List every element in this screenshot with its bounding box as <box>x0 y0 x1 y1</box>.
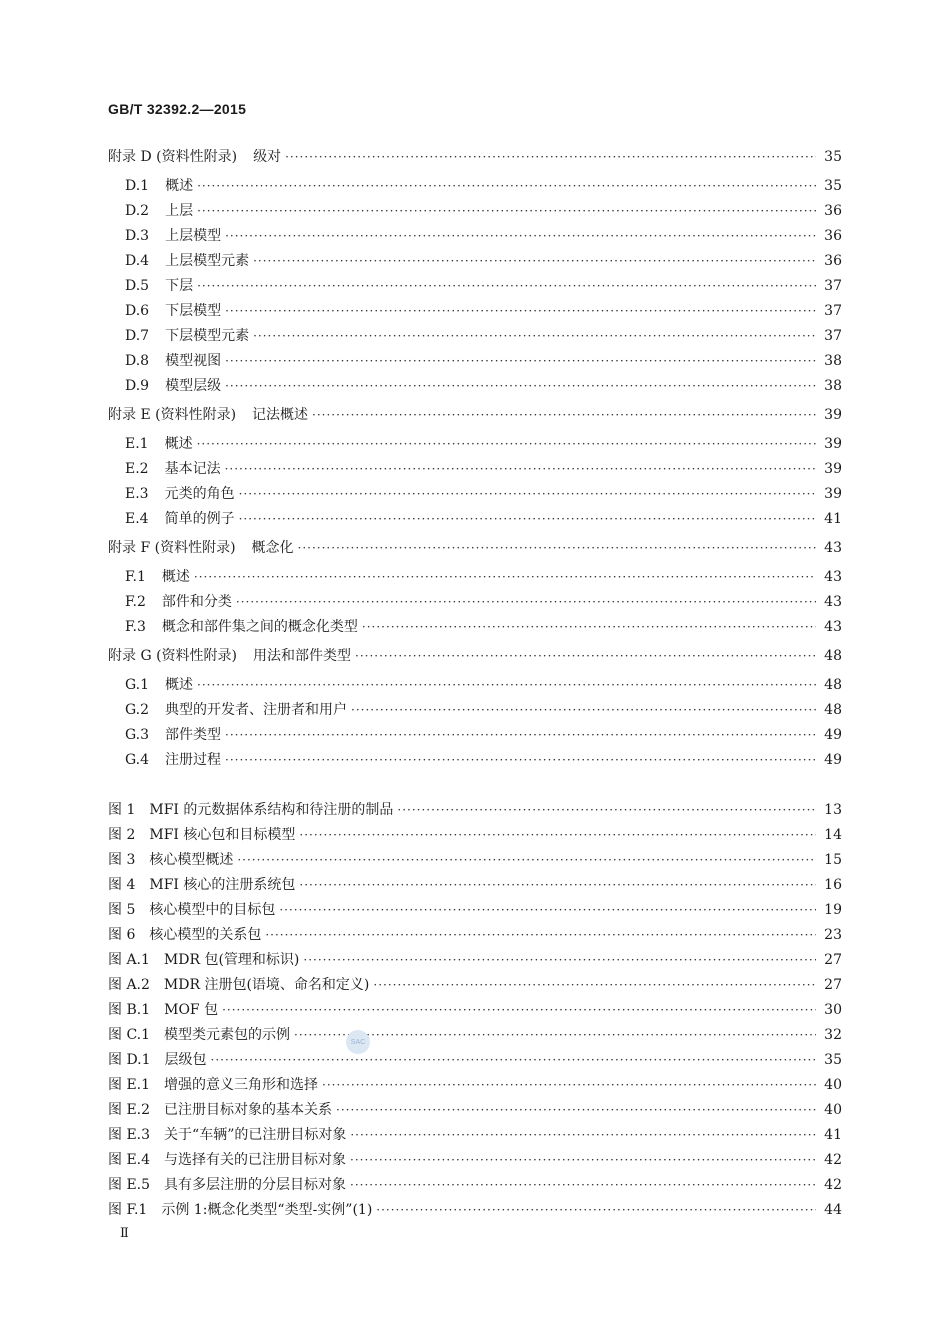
toc-entry-page: 37 <box>824 303 842 319</box>
figure-entry-number: 图 E.1 <box>108 1077 151 1093</box>
figure-entry[interactable] <box>108 799 842 819</box>
figure-entry-number: 图 A.2 <box>108 977 150 993</box>
leader-dots <box>299 878 816 892</box>
toc-entry-number: D.9 <box>125 378 150 394</box>
figure-entry-page: 19 <box>824 902 842 918</box>
toc-entry-page: 43 <box>824 540 842 556</box>
toc-entry-title: 基本记法 <box>164 461 221 477</box>
figure-entry-title: MFI 核心包和目标模型 <box>149 827 296 843</box>
leader-dots <box>236 595 816 609</box>
figure-entry-title: 具有多层注册的分层目标对象 <box>164 1177 347 1193</box>
toc-entry-title: 概述 <box>165 677 194 693</box>
toc-entry-number: E.2 <box>125 461 149 477</box>
figure-entry-title: MDR 包(管理和标识) <box>163 952 300 968</box>
toc-entry[interactable] <box>125 200 842 220</box>
toc-entry[interactable] <box>125 275 842 295</box>
toc-entry-title: 上层模型元素 <box>165 253 250 269</box>
toc-entry-title: 下层模型 <box>165 303 222 319</box>
figure-entry-page: 16 <box>824 877 842 893</box>
toc-entry-number: E.1 <box>125 436 149 452</box>
toc-entry-page: 37 <box>824 328 842 344</box>
figure-entry-number: 图 4 <box>108 877 136 893</box>
figure-entry[interactable] <box>108 1149 842 1169</box>
toc-entry-page: 43 <box>824 594 842 610</box>
toc-entry[interactable] <box>125 175 842 195</box>
leader-dots <box>355 649 816 663</box>
figure-entry-number: 图 3 <box>108 852 136 868</box>
figure-entry-title: 模型类元素包的示例 <box>164 1027 291 1043</box>
figure-entry[interactable] <box>108 949 842 969</box>
leader-dots <box>350 1153 816 1167</box>
document-code: GB/T 32392.2—2015 <box>108 101 247 117</box>
figure-entry[interactable] <box>108 1099 842 1119</box>
figure-entry-number: 图 E.4 <box>108 1152 151 1168</box>
toc-entry-page: 43 <box>824 619 842 635</box>
toc-entry-number: G.3 <box>125 727 150 743</box>
leader-dots <box>350 1128 816 1142</box>
toc-entry[interactable] <box>125 591 842 611</box>
toc-entry-number: 附录 E (资料性附录) <box>108 407 237 423</box>
leader-dots <box>197 279 816 293</box>
toc-entry-page: 49 <box>824 752 842 768</box>
leader-dots <box>303 953 816 967</box>
leader-dots <box>351 703 816 717</box>
leader-dots <box>298 541 816 555</box>
figure-entry-page: 30 <box>824 1002 842 1018</box>
figure-entry-page: 42 <box>824 1177 842 1193</box>
leader-dots <box>197 204 816 218</box>
toc-entry[interactable] <box>125 616 842 636</box>
figure-entry[interactable] <box>108 1124 842 1144</box>
figure-entry[interactable] <box>108 1199 842 1219</box>
toc-entry-title: 下层模型元素 <box>165 328 250 344</box>
leader-dots <box>211 1053 816 1067</box>
toc-entry[interactable] <box>125 225 842 245</box>
toc-entry-page: 48 <box>824 702 842 718</box>
toc-entry-title: 概念化 <box>251 540 294 556</box>
figure-entry-title: MOF 包 <box>164 1002 219 1018</box>
toc-entry-number: 附录 G (资料性附录) <box>108 648 238 664</box>
figure-entry-number: 图 E.3 <box>108 1127 151 1143</box>
leader-dots <box>225 379 816 393</box>
toc-entry-number: D.4 <box>125 253 150 269</box>
leader-dots <box>253 329 816 343</box>
toc-entry-title: 下层 <box>165 278 194 294</box>
toc-entry-title: 上层模型 <box>165 228 222 244</box>
toc-entry[interactable] <box>125 483 842 503</box>
leader-dots <box>294 1028 816 1042</box>
toc-entry-number: E.3 <box>125 486 149 502</box>
figure-entry-page: 42 <box>824 1152 842 1168</box>
toc-entry[interactable] <box>125 724 842 744</box>
toc-entry[interactable] <box>125 699 842 719</box>
toc-entry-title: 模型层级 <box>165 378 222 394</box>
toc-entry-page: 35 <box>824 149 842 165</box>
figure-entry-title: 已注册目标对象的基本关系 <box>164 1102 333 1118</box>
leader-dots <box>225 229 816 243</box>
toc-entry[interactable] <box>125 433 842 453</box>
figure-entry-page: 13 <box>824 802 842 818</box>
toc-entry[interactable] <box>125 325 842 345</box>
toc-entry-number: D.1 <box>125 178 150 194</box>
toc-entry-title: 部件类型 <box>165 727 222 743</box>
toc-entry-page: 38 <box>824 378 842 394</box>
figure-entry-page: 14 <box>824 827 842 843</box>
leader-dots <box>225 462 816 476</box>
leader-dots <box>225 728 816 742</box>
toc-entry[interactable] <box>125 674 842 694</box>
toc-entry-number: D.6 <box>125 303 150 319</box>
leader-dots <box>279 903 816 917</box>
figure-entry[interactable] <box>108 824 842 844</box>
toc-entry-number: G.2 <box>125 702 150 718</box>
figure-entry-title: 与选择有关的已注册目标对象 <box>164 1152 347 1168</box>
figure-entry-number: 图 E.5 <box>108 1177 151 1193</box>
toc-entry-number: 附录 F (资料性附录) <box>108 540 236 556</box>
figure-entry-page: 35 <box>824 1052 842 1068</box>
leader-dots <box>376 1203 816 1217</box>
leader-dots <box>197 179 816 193</box>
toc-entry-title: 简单的例子 <box>164 511 235 527</box>
toc-entry-title: 典型的开发者、注册者和用户 <box>165 702 348 718</box>
figure-entry-title: 示例 1:概念化类型“类型-实例”(1) <box>161 1202 373 1218</box>
toc-entry-page: 49 <box>824 727 842 743</box>
leader-dots <box>373 978 816 992</box>
toc-appendix-entry[interactable] <box>108 645 842 665</box>
leader-dots <box>225 304 816 318</box>
toc-entry[interactable] <box>125 458 842 478</box>
toc-entry-page: 39 <box>824 486 842 502</box>
toc-entry-number: F.1 <box>125 569 146 585</box>
toc-entry-title: 用法和部件类型 <box>253 648 352 664</box>
toc-entry[interactable] <box>125 250 842 270</box>
toc-entry-title: 概念和部件集之间的概念化类型 <box>161 619 358 635</box>
toc-entry[interactable] <box>125 749 842 769</box>
toc-entry-page: 43 <box>824 569 842 585</box>
leader-dots <box>397 803 816 817</box>
figure-entry-number: 图 A.1 <box>108 952 150 968</box>
toc-entry-number: G.4 <box>125 752 150 768</box>
leader-dots <box>222 1003 816 1017</box>
figure-entry[interactable] <box>108 1049 842 1069</box>
figure-entry-number: 图 E.2 <box>108 1102 151 1118</box>
figure-entry-number: 图 B.1 <box>108 1002 151 1018</box>
leader-dots <box>265 928 816 942</box>
leader-dots <box>336 1103 816 1117</box>
toc-appendix-entry[interactable] <box>108 537 842 557</box>
figure-entry-page: 27 <box>824 952 842 968</box>
toc-entry-number: D.8 <box>125 353 150 369</box>
figure-entry-number: 图 D.1 <box>108 1052 151 1068</box>
leader-dots <box>194 570 816 584</box>
toc-entry[interactable] <box>125 508 842 528</box>
toc-entry-page: 39 <box>824 407 842 423</box>
figure-entry[interactable] <box>108 1074 842 1094</box>
figure-entry-number: 图 F.1 <box>108 1202 148 1218</box>
toc-entry[interactable] <box>125 300 842 320</box>
toc-entry-number: 附录 D (资料性附录) <box>108 149 238 165</box>
toc-entry-title: 部件和分类 <box>161 594 232 610</box>
leader-dots <box>197 678 816 692</box>
leader-dots <box>239 512 816 526</box>
figure-entry-page: 41 <box>824 1127 842 1143</box>
toc-entry-number: F.3 <box>125 619 146 635</box>
figure-entry-number: 图 C.1 <box>108 1027 151 1043</box>
toc-entry-page: 39 <box>824 461 842 477</box>
figure-entry-page: 15 <box>824 852 842 868</box>
leader-dots <box>253 254 816 268</box>
leader-dots <box>225 753 816 767</box>
figure-entry[interactable] <box>108 1024 842 1044</box>
leader-dots <box>362 620 816 634</box>
toc-entry-page: 39 <box>824 436 842 452</box>
toc-appendix-entry[interactable] <box>108 146 842 166</box>
page-number: Ⅱ <box>120 1226 129 1241</box>
figure-entry-title: 核心模型的关系包 <box>149 927 262 943</box>
toc-entry-number: G.1 <box>125 677 150 693</box>
figure-entry-page: 27 <box>824 977 842 993</box>
toc-entry-title: 级对 <box>253 149 282 165</box>
toc-entry-title: 注册过程 <box>165 752 222 768</box>
toc-entry-title: 概述 <box>161 569 190 585</box>
leader-dots <box>322 1078 816 1092</box>
toc-entry-title: 上层 <box>165 203 194 219</box>
figure-entry-title: 增强的意义三角形和选择 <box>164 1077 319 1093</box>
watermark-logo: SAC <box>346 1030 370 1054</box>
figure-entry-page: 23 <box>824 927 842 943</box>
toc-entry-number: D.7 <box>125 328 150 344</box>
leader-dots <box>299 828 816 842</box>
figure-entry-title: 关于“车辆”的已注册目标对象 <box>164 1127 347 1143</box>
figure-entry-number: 图 1 <box>108 802 136 818</box>
toc-entry-title: 概述 <box>165 178 194 194</box>
figure-entry[interactable] <box>108 1174 842 1194</box>
toc-entry-number: E.4 <box>125 511 149 527</box>
figure-entry-number: 图 5 <box>108 902 136 918</box>
figure-entry[interactable] <box>108 974 842 994</box>
toc-entry[interactable] <box>125 375 842 395</box>
figure-entry-page: 44 <box>824 1202 842 1218</box>
toc-appendix-entry[interactable] <box>108 404 842 424</box>
toc-entry-page: 36 <box>824 203 842 219</box>
leader-dots <box>237 853 816 867</box>
toc-entry-page: 48 <box>824 677 842 693</box>
toc-entry-number: F.2 <box>125 594 146 610</box>
figure-entry-page: 40 <box>824 1077 842 1093</box>
leader-dots <box>225 354 816 368</box>
figure-entry-page: 32 <box>824 1027 842 1043</box>
toc-entry-page: 35 <box>824 178 842 194</box>
toc-entry[interactable] <box>125 350 842 370</box>
toc-entry-page: 41 <box>824 511 842 527</box>
figure-entry-title: 层级包 <box>164 1052 207 1068</box>
toc-entry-number: D.2 <box>125 203 150 219</box>
leader-dots <box>197 437 816 451</box>
leader-dots <box>285 150 816 164</box>
figure-entry-title: MFI 的元数据体系结构和待注册的制品 <box>149 802 394 818</box>
toc-entry-number: D.3 <box>125 228 150 244</box>
figure-entry[interactable] <box>108 999 842 1019</box>
figure-entry[interactable] <box>108 924 842 944</box>
figure-entry-page: 40 <box>824 1102 842 1118</box>
toc-entry-title: 元类的角色 <box>164 486 235 502</box>
toc-entry-page: 38 <box>824 353 842 369</box>
toc-entry-title: 概述 <box>164 436 193 452</box>
figure-entry[interactable] <box>108 874 842 894</box>
toc-entry-title: 模型视图 <box>165 353 222 369</box>
leader-dots <box>239 487 816 501</box>
figure-entry-title: MFI 核心的注册系统包 <box>149 877 296 893</box>
figure-entry[interactable] <box>108 849 842 869</box>
toc-entry-page: 37 <box>824 278 842 294</box>
toc-entry-page: 36 <box>824 253 842 269</box>
figure-entry-title: MDR 注册包(语境、命名和定义) <box>163 977 370 993</box>
leader-dots <box>350 1178 816 1192</box>
toc-entry-page: 36 <box>824 228 842 244</box>
toc-entry[interactable] <box>125 566 842 586</box>
toc-entry-number: D.5 <box>125 278 150 294</box>
figure-entry-title: 核心模型中的目标包 <box>149 902 276 918</box>
figure-entry-number: 图 2 <box>108 827 136 843</box>
toc-entry-page: 48 <box>824 648 842 664</box>
toc-entry-title: 记法概述 <box>252 407 309 423</box>
figure-entry-title: 核心模型概述 <box>149 852 234 868</box>
figure-entry[interactable] <box>108 899 842 919</box>
figure-entry-number: 图 6 <box>108 927 136 943</box>
leader-dots <box>312 408 816 422</box>
